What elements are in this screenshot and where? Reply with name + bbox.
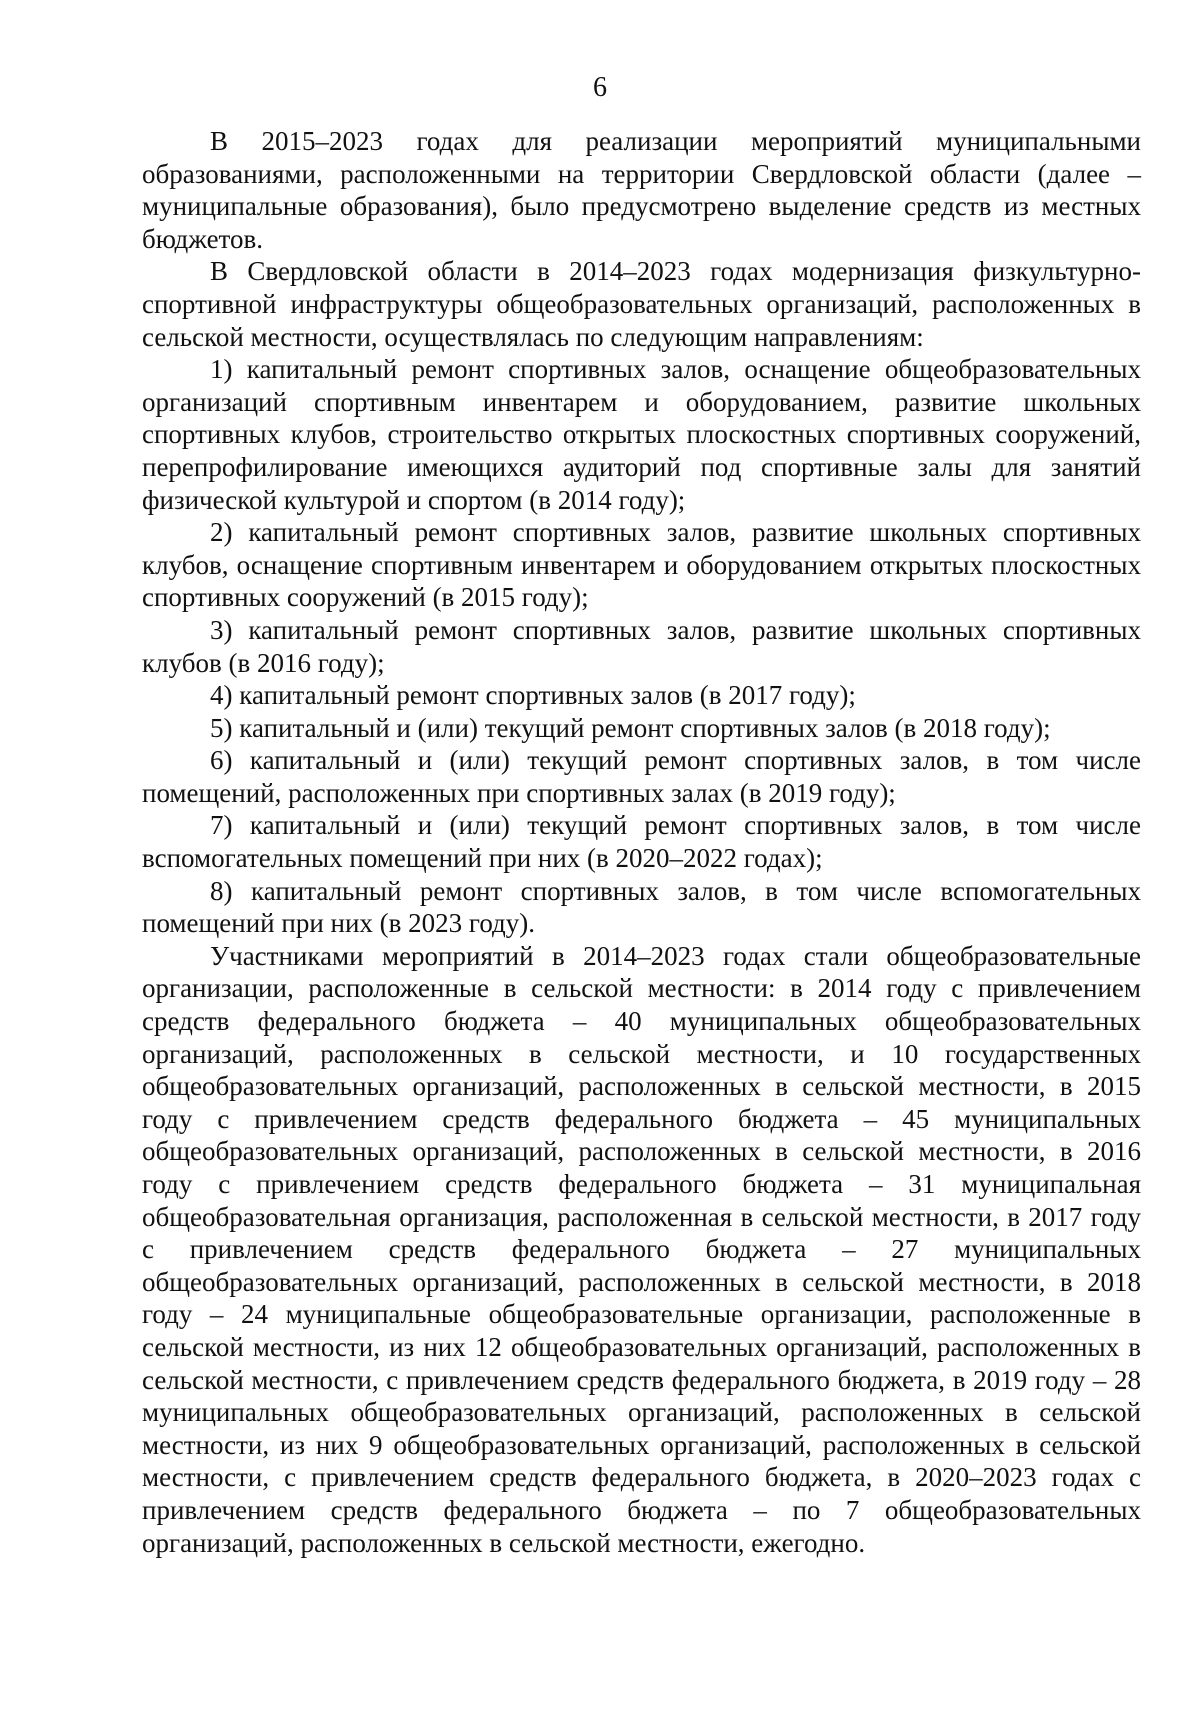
list-item-2023: 8) капитальный ремонт спортивных залов, в том числе вспомогательных помещений при них (в 2023 году). — [142, 875, 1141, 939]
page-body — [142, 125, 1141, 1559]
page-number: 6 — [593, 72, 607, 103]
list-item-2018: 5) капитальный и (или) текущий ремонт спортивных залов (в 2018 году); — [210, 712, 1051, 743]
list-item-2015: 2) капитальный ремонт спортивных залов, развитие школьных спортивных клубов, оснащение спортивным инвентарем и оборудованием открытых плоскостных спортивных сооружений (в 2015 году); — [142, 517, 1141, 613]
list-item-2020-2022: 7) капитальный и (или) текущий ремонт спортивных залов, в том числе вспомогательных помещений при них (в 2020–2022 годах); — [142, 810, 1141, 874]
list-item-2016: 3) капитальный ремонт спортивных залов, развитие школьных спортивных клубов (в 2016 году); — [142, 614, 1141, 678]
paragraph-budget-funding: В 2015–2023 годах для реализации мероприятий муниципальными образованиями, расположенными на территории Свердловской области (далее – муниципальные образования), было предусмотрено выделение средств из местных бюджетов. — [142, 126, 1141, 254]
paragraph-participants: Участниками мероприятий в 2014–2023 годах стали общеобразовательные организации, расположенные в сельской местности: в 2014 году с привлечением средств федерального бюджета – 40 муниципальных общеобразовательных организаций, расположенных в сельской местности, и 10 государственных общеобразовательных организаций, расположенных в сельской местности, в 2015 году с привлечением средств федерального бюджета – 45 муниципальных общеобразовательных организаций, расположенных в сельской местности, в 2016 году с привлечением средств федерального бюджета – 31 муниципальная общеобразовательная организация, расположенная в сельской местности, в 2017 году с привлечением средств федерального бюджета – 27 муниципальных общеобразовательных организаций, расположенных в сельской местности, в 2018 году – 24 муниципальные общеобразовательные организации, расположенные в сельской местности, из них 12 общеобразовательных организаций, расположенных в сельской местности, с привлечением средств федерального бюджета, в 2019 году – 28 муниципальных общеобразовательных организаций, расположенных в сельской местности, из них 9 общеобразовательных организаций, расположенных в сельской местности, с привлечением средств федерального бюджета, в 2020–2023 годах с привлечением средств федерального бюджета – по 7 общеобразовательных организаций, расположенных в сельской местности, ежегодно. — [142, 940, 1141, 1558]
list-item-2019: 6) капитальный и (или) текущий ремонт спортивных залов, в том числе помещений, расположенных при спортивных залах (в 2019 году); — [142, 745, 1141, 808]
list-item-2017: 4) капитальный ремонт спортивных залов (в 2017 году); — [210, 680, 856, 711]
paragraph-modernization-intro: В Свердловской области в 2014–2023 годах модернизация физкультурно-спортивной инфраструктуры общеобразовательных организаций, расположенных в сельской местности, осуществлялась по следующим направлениям: — [142, 256, 1141, 352]
list-item-2014: 1) капитальный ремонт спортивных залов, оснащение общеобразовательных организаций спортивным инвентарем и оборудованием, развитие школьных спортивных клубов, строительство открытых плоскостных спортивных сооружений, перепрофилирование имеющихся аудиторий под спортивные залы для занятий физической культурой и спортом (в 2014 году); — [142, 354, 1141, 515]
